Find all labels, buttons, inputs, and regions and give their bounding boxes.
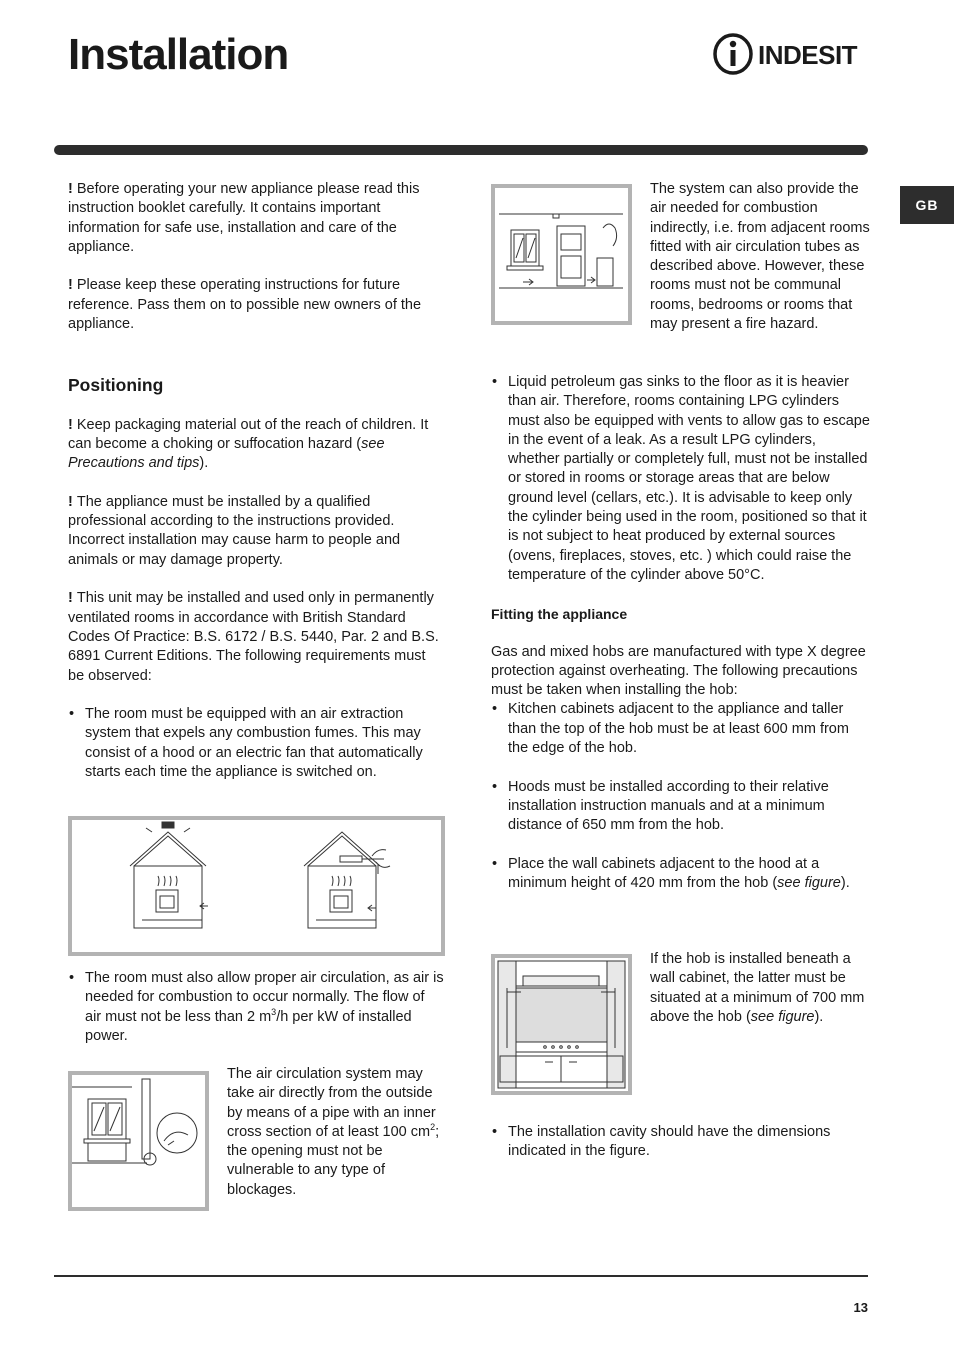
list-item: • Place the wall cabinets adjacent to the hood at a minimum height of 420 mm from the hob (see figure).	[491, 855, 871, 894]
warning-paragraph: ! This unit may be installed and used only in permanently ventilated rooms in accordance with British Standard Codes Of Practice: B.S. 6172 / B.S. 5440, Par. 2 and B.S. 6891 Current Editions. The following requirements must be observed:	[68, 590, 439, 684]
language-tab: GB	[900, 186, 954, 224]
indirect-air-text: The system can also provide the air needed for combustion indirectly, i.e. from adjacent rooms fitted with air circulation tubes as described above. However, these rooms must not be communal rooms, bedrooms or rooms that may present a fire hazard.	[650, 181, 870, 333]
brand-wordmark: INDESIT	[758, 40, 858, 70]
wall-cabinet-illustration	[495, 958, 628, 1091]
warning-paragraph: ! Keep packaging material out of the reach of children. It can become a choking or suffocation hazard (see Precautions and tips).	[68, 416, 429, 472]
warning-paragraph: ! Please keep these operating instructions for future reference. Pass them on to possible new owners of the appliance.	[68, 277, 422, 333]
list-item: • The room must also allow proper air circulation, as air is needed for combustion to occur normally. The flow of air must not be less than 2 $m^3/h$ per kW of installed power.	[68, 969, 444, 1046]
list-item: • The installation cavity should have the dimensions indicated in the figure.	[491, 1123, 871, 1162]
adjacent-room-figure	[491, 184, 632, 325]
positioning-heading: Positioning	[68, 374, 164, 395]
air-pipe-figure	[68, 1071, 209, 1211]
list-item: • Kitchen cabinets adjacent to the appliance and taller than the top of the hob must be at least 600 mm from the edge of the hob.	[491, 700, 871, 758]
right-column-bottom	[491, 1123, 871, 1181]
air-circulation-text: The air circulation system may take air directly from the outside by means of a pipe with an inner cross section of at least 100 $cm^2$; the opening must not be vulnerable to any type of blockages.	[227, 1066, 440, 1198]
right-column-main	[491, 373, 871, 913]
warning-paragraph: ! The appliance must be installed by a qualified professional according to the instructions provided. Incorrect installation may cause harm to people and animals or may damage property.	[68, 493, 401, 568]
warning-mark: !	[68, 277, 77, 294]
warning-mark: !	[68, 493, 77, 510]
wall-cabinet-figure	[491, 954, 632, 1095]
footer-rule	[54, 1275, 868, 1277]
air-pipe-illustration	[72, 1075, 205, 1207]
warning-paragraph: ! Before operating your new appliance please read this instruction booklet carefully. It contains important information for safe use, installation and care of the appliance.	[68, 181, 420, 255]
ventilation-figure	[68, 816, 445, 956]
fitting-intro: Gas and mixed hobs are manufactured with type X degree protection against overheating. The following precautions must be taken when installing the hob:	[491, 643, 866, 699]
list-item: • Hoods must be installed according to their relative installation instruction manuals and at a minimum distance of 650 mm from the hob.	[491, 778, 871, 836]
header-rule	[54, 145, 868, 155]
left-column-mid	[68, 969, 444, 1065]
list-item: • Liquid petroleum gas sinks to the floor as it is heavier than air. Therefore, rooms containing LPG cylinders must also be equipped with vents to allow gas to escape in the event of a leak. As a result LPG cylinders, whether partially or completely full, must not be installed or stored in rooms or storage areas that are below ground level (cellars, etc.). It is advisable to keep only the cylinder being used in the room, positioned so that it is not subject to heat produced by external sources (ovens, fireplaces, stoves, etc. ) which could raise the temperature of the cylinder above 50°C.	[491, 373, 871, 585]
warning-mark: !	[68, 181, 77, 197]
list-item: • The room must be equipped with an air extraction system that expels any combustion fumes. This may consist of a hood or an electric fan that automatically starts each time the appliance is switched on.	[68, 705, 442, 782]
warning-mark: !	[68, 416, 77, 433]
wall-cabinet-text: If the hob is installed beneath a wall cabinet, the latter must be situated at a minimum of 700 mm above the hob (see figure).	[650, 951, 865, 1025]
adjacent-room-illustration	[495, 188, 628, 321]
indesit-logo	[712, 32, 872, 76]
page-title: Installation	[68, 30, 289, 79]
warning-mark: !	[68, 590, 77, 607]
houses-illustration	[72, 820, 441, 952]
fitting-heading: Fitting the appliance	[491, 605, 628, 622]
page-number: 13	[853, 1300, 868, 1315]
left-column-top	[68, 180, 442, 802]
